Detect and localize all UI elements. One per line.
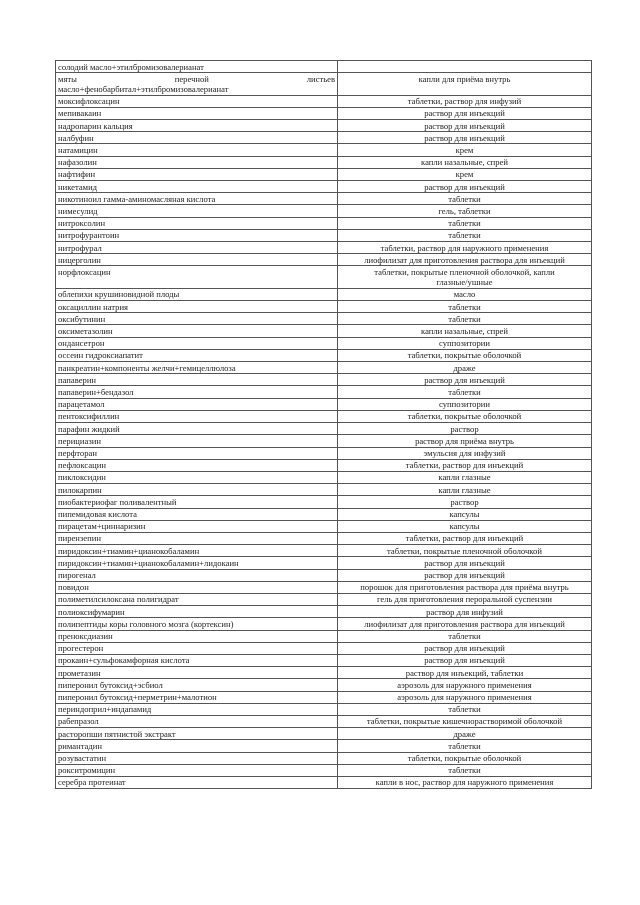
dosage-form-cell [338,740,592,752]
drug-name-cell [56,557,338,569]
table-row [56,156,592,168]
dosage-form-cell [338,95,592,107]
drug-name: нафтифин [58,169,96,180]
dosage-form: раствор для инфузий [426,606,503,617]
drug-name-cell [56,193,338,205]
dosage-form: раствор [450,423,479,434]
table-row [56,205,592,217]
table-row [56,776,592,788]
drug-name-cell [56,386,338,398]
dosage-form: лиофилизат для приготовления раствора для инъекций [364,254,565,265]
dosage-form-cell [338,217,592,229]
drug-name-cell [56,618,338,630]
drug-name-cell [56,325,338,337]
table-row [56,325,592,337]
drug-name-cell [56,73,338,95]
dosage-form: аэрозоль для наружного применения [397,692,532,703]
dosage-form-cell [338,144,592,156]
dosage-form-cell [338,374,592,386]
table-row [56,144,592,156]
dosage-form: суппозитории [439,399,490,410]
table-row [56,349,592,361]
drug-name: пирацетам+циннаризин [58,521,146,532]
dosage-form: раствор для инъекций [424,181,505,192]
dosage-form: капсулы [449,521,480,532]
dosage-form-cell [338,618,592,630]
dosage-form: раствор для инъекций [424,655,505,666]
drug-name: папаверин [58,374,97,385]
drug-name: преноксдиазин [58,631,113,642]
dosage-form: драже [453,728,476,739]
drug-name: перфторан [58,448,97,458]
drug-name: парацетамол [58,399,105,410]
drug-name: серебра протеинат [58,777,126,788]
dosage-form-cell [338,288,592,300]
table-row [56,484,592,496]
drug-name: парафин жидкий [58,423,120,434]
dosage-form-cell [338,752,592,764]
dosage-form-cell [338,301,592,313]
table-row [56,740,592,752]
drug-forms-table [55,60,592,789]
table-row [56,410,592,422]
drug-name-word: мяты [58,73,77,84]
table-row [56,764,592,776]
drug-name: повидон [58,582,89,593]
dosage-form-cell [338,667,592,679]
dosage-form: таблетки, покрытые пленочной оболочкой [387,545,542,556]
dosage-form: капли глазные [438,472,491,483]
table-row [56,181,592,193]
drug-name: ницерголин [58,254,101,265]
dosage-form: таблетки [448,704,481,715]
drug-name-cell [56,144,338,156]
dosage-form-cell [338,181,592,193]
drug-name-cell [56,630,338,642]
drug-name-cell [56,410,338,422]
dosage-form: таблетки [448,765,481,776]
dosage-form: раствор [450,496,479,507]
dosage-form: таблетки [448,631,481,642]
drug-name-cell [56,181,338,193]
drug-name: оссеин гидроксиапатит [58,350,143,361]
drug-name-cell [56,593,338,605]
drug-name: нитрофурал [58,242,102,253]
table-row [56,398,592,410]
drug-name-cell [56,642,338,654]
dosage-form: крем [455,169,474,180]
table-row [56,715,592,727]
table-row [56,288,592,300]
drug-name-cell [56,435,338,447]
drug-name: панкреатин+компоненты желчи+гемицеллюлоза [58,362,236,373]
dosage-form: аэрозоль для наружного применения [397,679,532,690]
drug-name: пиобактериофаг поливалентный [58,496,177,507]
drug-name-cell [56,764,338,776]
dosage-form: крем [455,144,474,155]
table-row [56,362,592,374]
drug-name-cell [56,532,338,544]
drug-name-cell [56,484,338,496]
dosage-form-cell [338,715,592,727]
drug-name: расторопши пятнистой экстракт [58,728,176,739]
drug-name: пирензепин [58,533,101,544]
dosage-form: таблетки, покрытые оболочкой [407,350,522,361]
dosage-form: масло [453,289,476,300]
dosage-form: капли в нос, раствор для наружного применения [375,777,554,788]
drug-name-line: масло+фенобарбитал+этилбромизовалерианат [58,83,229,94]
table-row [56,168,592,180]
dosage-form: таблетки, раствор для наружного применения [380,242,549,253]
dosage-form-cell [338,313,592,325]
dosage-form: таблетки [448,386,481,397]
drug-name-cell [56,496,338,508]
dosage-form: гель, таблетки [438,205,491,216]
dosage-form-cell [338,447,592,459]
table-row [56,73,592,95]
drug-name: полипептиды коры головного мозга (кортексин) [58,618,234,629]
table-row [56,581,592,593]
drug-name-cell [56,301,338,313]
drug-name-cell [56,508,338,520]
dosage-form: лиофилизат для приготовления раствора для инъекций [364,618,565,629]
drug-name-cell [56,679,338,691]
drug-name: пиперонил бутоксид+эсбиол [58,679,163,690]
dosage-form-cell [338,193,592,205]
dosage-form-cell [338,764,592,776]
dosage-form-cell [338,61,592,73]
dosage-form-cell [338,606,592,618]
dosage-form-cell [338,679,592,691]
drug-name-cell [56,471,338,483]
drug-name-cell [56,288,338,300]
dosage-form-cell [338,325,592,337]
dosage-form: капли для приёма внутрь [418,73,511,84]
drug-name-cell [56,728,338,740]
table-row [56,459,592,471]
drug-name-cell [56,254,338,266]
drug-name: пипемидовая кислота [58,509,137,520]
drug-name-cell [56,703,338,715]
drug-name-cell [56,132,338,144]
dosage-form: раствор для инъекций [424,643,505,654]
drug-name-cell [56,205,338,217]
table-row [56,61,592,73]
table-row [56,520,592,532]
drug-name-cell [56,740,338,752]
drug-name-cell [56,715,338,727]
dosage-form-cell [338,386,592,398]
table-row [56,132,592,144]
drug-name: периндоприл+индапамид [58,704,152,715]
dosage-form-cell [338,107,592,119]
drug-name: прометазин [58,667,101,678]
table-row [56,107,592,119]
drug-name: пилокарпин [58,484,102,495]
drug-name: солодий масло+этилбромизовалерианат [58,61,204,72]
dosage-form: капли назальные, спрей [421,325,508,336]
drug-name: никотиноил гамма-аминомасляная кислота [58,193,216,204]
table-row [56,630,592,642]
drug-name-line [58,74,335,84]
dosage-form: раствор для инъекций [424,557,505,568]
table-row [56,386,592,398]
drug-name: перициазин [58,435,101,446]
dosage-form-cell [338,545,592,557]
dosage-form-cell [338,569,592,581]
document-page [55,60,585,789]
dosage-form-cell [338,73,592,95]
dosage-form-cell [338,557,592,569]
table-body [56,61,592,789]
drug-name-cell [56,337,338,349]
drug-name-cell [56,423,338,435]
drug-name: прогестерон [58,643,104,654]
dosage-form: суппозитории [439,338,490,349]
table-row [56,423,592,435]
dosage-form-cell [338,205,592,217]
dosage-form-cell [338,362,592,374]
dosage-form: раствор для инъекций [424,570,505,581]
dosage-form: таблетки, раствор для инъекций [405,460,524,471]
dosage-form-cell [338,691,592,703]
table-row [56,532,592,544]
drug-name-cell [56,374,338,386]
drug-name-cell [56,217,338,229]
dosage-form: раствор для инъекций [424,374,505,385]
drug-name: пиридоксин+тиамин+цианокобаламин [58,545,200,556]
dosage-form: гель для приготовления пероральной суспензии [376,594,553,605]
dosage-form-cell [338,703,592,715]
drug-name-cell [56,349,338,361]
drug-name-cell [56,362,338,374]
dosage-form-cell [338,398,592,410]
drug-name: нимесулид [58,205,98,216]
dosage-form-cell [338,242,592,254]
dosage-form: раствор для инъекций [424,120,505,131]
drug-name-cell [56,459,338,471]
dosage-form-cell [338,435,592,447]
dosage-form-cell [338,254,592,266]
table-row [56,242,592,254]
drug-name: оксибутинин [58,313,106,324]
drug-name: оксациллин натрия [58,301,129,312]
table-row [56,728,592,740]
table-row [56,193,592,205]
table-row [56,313,592,325]
dosage-form-cell [338,728,592,740]
dosage-form-cell [338,508,592,520]
table-row [56,545,592,557]
dosage-form-cell [338,156,592,168]
dosage-form-cell [338,654,592,666]
dosage-form-line: глазные/ушные [436,277,493,288]
drug-name: розувастатин [58,753,107,764]
dosage-form-cell [338,423,592,435]
dosage-form-cell [338,349,592,361]
table-row [56,508,592,520]
table-row [56,654,592,666]
dosage-form: таблетки [448,193,481,204]
drug-name-cell [56,520,338,532]
drug-name: пефлоксацин [58,460,106,471]
drug-name: никетамид [58,181,98,192]
dosage-form-cell [338,229,592,241]
dosage-form-cell [338,168,592,180]
drug-name-cell [56,156,338,168]
table-row [56,618,592,630]
table-row [56,606,592,618]
dosage-form-cell [338,459,592,471]
dosage-form: таблетки [448,740,481,751]
table-row [56,593,592,605]
table-row [56,752,592,764]
dosage-form-cell [338,581,592,593]
dosage-form: эмульсия для инфузий [423,448,506,458]
dosage-form-cell [338,337,592,349]
table-row [56,703,592,715]
dosage-form-cell [338,520,592,532]
drug-name: натамицин [58,144,98,155]
drug-name: рабепразол [58,716,99,727]
dosage-form: таблетки [448,230,481,241]
drug-name-cell [56,313,338,325]
dosage-form: раствор для инъекций [424,132,505,143]
table-row [56,435,592,447]
drug-name: папаверин+бендазол [58,386,134,397]
drug-name: пиперонил бутоксид+перметрин+малотион [58,692,217,703]
dosage-form: таблетки, раствор для инъекций [405,533,524,544]
table-row [56,229,592,241]
drug-name-cell [56,545,338,557]
table-row [56,569,592,581]
drug-name-cell [56,667,338,679]
dosage-form-cell [338,266,592,288]
dosage-form: раствор для инъекций [424,108,505,119]
drug-name-cell [56,776,338,788]
dosage-form: таблетки, покрытые оболочкой [407,411,522,422]
drug-name-cell [56,569,338,581]
table-row [56,95,592,107]
dosage-form-cell [338,593,592,605]
dosage-form: таблетки, покрытые кишечнорастворимой оболочкой [366,716,563,727]
drug-name: пиклоксидин [58,472,106,483]
drug-name-cell [56,581,338,593]
table-row [56,301,592,313]
dosage-form-cell [338,132,592,144]
table-row [56,679,592,691]
dosage-form: раствор для приёма внутрь [415,435,514,446]
drug-name-cell [56,120,338,132]
dosage-form-cell [338,642,592,654]
dosage-form-cell [338,496,592,508]
drug-name: оксиметазолин [58,325,113,336]
table-row [56,447,592,459]
table-row [56,667,592,679]
drug-name-cell [56,752,338,764]
table-row [56,337,592,349]
drug-name: нафазолин [58,157,97,168]
dosage-form-cell [338,484,592,496]
drug-name: римантадин [58,740,102,751]
drug-name-word: перечной [174,73,209,84]
drug-name-cell [56,229,338,241]
drug-name-cell [56,447,338,459]
drug-name-cell [56,398,338,410]
dosage-form: таблетки, раствор для инфузий [407,96,522,107]
drug-name-cell [56,242,338,254]
dosage-form: порошок для приготовления раствора для приёма внутрь [360,582,569,593]
drug-name: норфлоксацин [58,266,111,277]
drug-name: полиметилсилоксана полигидрат [58,594,179,605]
table-row [56,254,592,266]
drug-name-cell [56,691,338,703]
dosage-form-cell [338,532,592,544]
table-row [56,217,592,229]
dosage-form: таблетки [448,301,481,312]
table-row [56,691,592,703]
drug-name-cell [56,654,338,666]
table-row [56,471,592,483]
drug-name-cell [56,61,338,73]
drug-name-cell [56,606,338,618]
drug-name-cell [56,95,338,107]
drug-name: нитрофурантоин [58,230,120,241]
drug-name: прокаин+сульфокамфорная кислота [58,655,190,666]
drug-name: налбуфин [58,132,94,143]
drug-name-cell [56,266,338,288]
drug-name: полиоксифумарин [58,606,125,617]
table-row [56,374,592,386]
drug-name: рокситромицин [58,765,116,776]
dosage-form: таблетки [448,218,481,229]
drug-name: ондансетрон [58,338,105,349]
table-row [56,642,592,654]
drug-name-cell [56,107,338,119]
dosage-form-cell [338,471,592,483]
dosage-form-cell [338,120,592,132]
drug-name: мепивакаин [58,108,102,119]
dosage-form: таблетки, покрытые оболочкой [407,753,522,764]
dosage-form-line: таблетки, покрытые пленочной оболочкой, капли [374,266,555,277]
table-row [56,266,592,288]
drug-name: облепихи крушиновидной плоды [58,289,180,300]
dosage-form: капли назальные, спрей [421,157,508,168]
drug-name: пирогенал [58,570,96,581]
dosage-form: капли глазные [438,484,491,495]
dosage-form: раствор для инъекций, таблетки [405,667,524,678]
drug-name: надропарин кальция [58,120,133,131]
drug-name: моксифлоксацин [58,96,120,107]
dosage-form-cell [338,410,592,422]
dosage-form-cell [338,630,592,642]
drug-name: нитроксолин [58,218,106,229]
dosage-form: таблетки [448,313,481,324]
drug-name-word: листьев [306,73,335,84]
dosage-form-cell [338,776,592,788]
drug-name-cell [56,168,338,180]
drug-name: пентоксифиллин [58,411,120,422]
table-row [56,120,592,132]
dosage-form: капсулы [449,509,480,520]
dosage-form: драже [453,362,476,373]
drug-name: пиридоксин+тиамин+цианокобаламин+лидокаин [58,557,239,568]
table-row [56,557,592,569]
table-row [56,496,592,508]
